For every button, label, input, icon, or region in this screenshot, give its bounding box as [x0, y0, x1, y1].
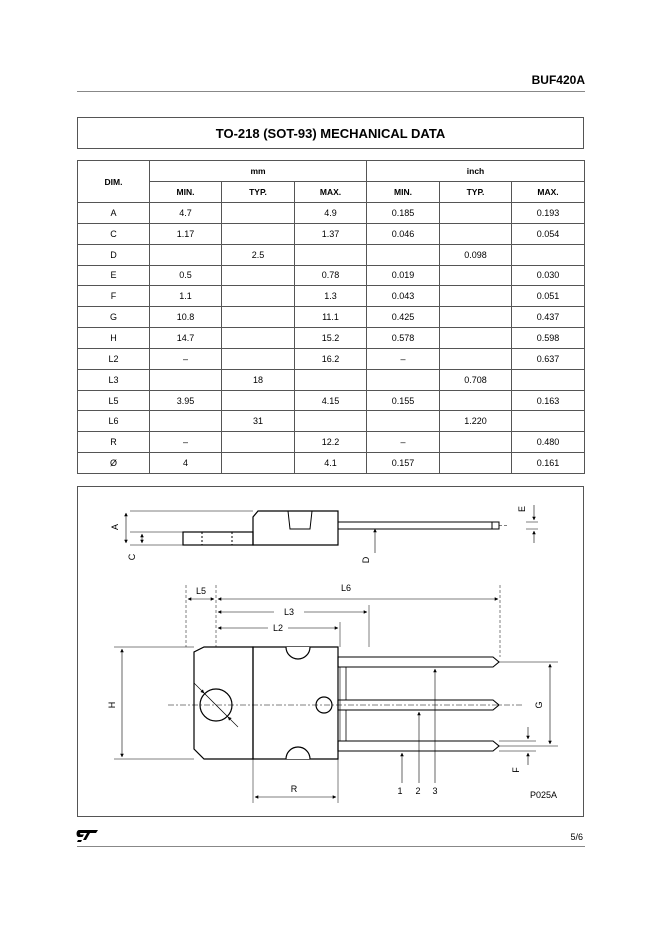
- value-cell: [440, 432, 512, 453]
- dimension-cell: L5: [78, 390, 150, 411]
- value-cell: [512, 244, 585, 265]
- value-cell: [222, 348, 295, 369]
- value-cell: [150, 369, 222, 390]
- label-e: E: [517, 505, 527, 513]
- value-cell: 0.043: [367, 286, 440, 307]
- value-cell: 1.17: [150, 223, 222, 244]
- value-cell: [222, 390, 295, 411]
- table-row: [78, 307, 585, 328]
- value-cell: 0.5: [150, 265, 222, 286]
- st-logo-icon: [76, 828, 100, 842]
- value-cell: [222, 432, 295, 453]
- value-cell: 1.3: [295, 286, 367, 307]
- value-cell: [150, 244, 222, 265]
- sub-header: MAX.: [295, 182, 367, 203]
- value-cell: 0.161: [512, 453, 585, 474]
- value-cell: [295, 411, 367, 432]
- dimension-cell: C: [78, 223, 150, 244]
- dim-header: DIM.: [78, 161, 150, 203]
- package-outline-drawing: [78, 487, 585, 818]
- label-pin-1: 1: [397, 786, 403, 796]
- mechanical-data-table: [77, 160, 585, 474]
- label-pin-2: 2: [415, 786, 421, 796]
- dimension-cell: F: [78, 286, 150, 307]
- drawing-reference: P025A: [530, 790, 558, 800]
- table-row: [78, 203, 585, 224]
- value-cell: 3.95: [150, 390, 222, 411]
- value-cell: 4.15: [295, 390, 367, 411]
- value-cell: –: [367, 432, 440, 453]
- value-cell: 1.1: [150, 286, 222, 307]
- value-cell: [222, 307, 295, 328]
- label-h: H: [107, 701, 117, 709]
- value-cell: [150, 411, 222, 432]
- value-cell: 11.1: [295, 307, 367, 328]
- value-cell: 4: [150, 453, 222, 474]
- sub-header: MAX.: [512, 182, 585, 203]
- dimension-cell: E: [78, 265, 150, 286]
- value-cell: –: [150, 348, 222, 369]
- side-view: [126, 505, 538, 553]
- value-cell: 0.155: [367, 390, 440, 411]
- value-cell: [440, 348, 512, 369]
- label-l5: L5: [195, 586, 207, 596]
- value-cell: 10.8: [150, 307, 222, 328]
- value-cell: [222, 265, 295, 286]
- value-cell: [367, 411, 440, 432]
- value-cell: [367, 244, 440, 265]
- table-row: [78, 328, 585, 349]
- table-row: [78, 265, 585, 286]
- value-cell: 0.098: [440, 244, 512, 265]
- label-l3: L3: [283, 607, 295, 617]
- table-body: [78, 203, 585, 474]
- dimension-cell: A: [78, 203, 150, 224]
- value-cell: 15.2: [295, 328, 367, 349]
- value-cell: [512, 411, 585, 432]
- value-cell: 18: [222, 369, 295, 390]
- value-cell: [440, 265, 512, 286]
- value-cell: [222, 286, 295, 307]
- value-cell: [295, 244, 367, 265]
- value-cell: [222, 203, 295, 224]
- page-number: 5/6: [570, 832, 583, 842]
- value-cell: [440, 328, 512, 349]
- value-cell: [440, 286, 512, 307]
- value-cell: 0.157: [367, 453, 440, 474]
- label-pin-3: 3: [432, 786, 438, 796]
- front-view: [168, 647, 523, 759]
- value-cell: 0.578: [367, 328, 440, 349]
- value-cell: [222, 328, 295, 349]
- table-row: [78, 244, 585, 265]
- inch-group-header: inch: [367, 161, 585, 182]
- value-cell: 31: [222, 411, 295, 432]
- dimension-cell: L3: [78, 369, 150, 390]
- value-cell: 0.046: [367, 223, 440, 244]
- label-r: R: [290, 784, 298, 794]
- section-title: TO-218 (SOT-93) MECHANICAL DATA: [77, 117, 584, 149]
- label-c: C: [127, 553, 137, 561]
- value-cell: [440, 453, 512, 474]
- value-cell: [440, 203, 512, 224]
- table-row: [78, 411, 585, 432]
- label-l2: L2: [272, 623, 284, 633]
- value-cell: 0.708: [440, 369, 512, 390]
- value-cell: 0.193: [512, 203, 585, 224]
- table-row: [78, 432, 585, 453]
- value-cell: 0.054: [512, 223, 585, 244]
- drawing-labels: [107, 506, 557, 800]
- value-cell: [440, 223, 512, 244]
- label-a: A: [110, 523, 120, 531]
- value-cell: 2.5: [222, 244, 295, 265]
- value-cell: [512, 369, 585, 390]
- dimension-cell: H: [78, 328, 150, 349]
- value-cell: [367, 369, 440, 390]
- value-cell: 4.9: [295, 203, 367, 224]
- value-cell: 0.163: [512, 390, 585, 411]
- value-cell: 0.598: [512, 328, 585, 349]
- sub-header: TYP.: [222, 182, 295, 203]
- label-f: F: [511, 767, 521, 773]
- value-cell: 0.437: [512, 307, 585, 328]
- value-cell: 0.051: [512, 286, 585, 307]
- dimension-cell: L2: [78, 348, 150, 369]
- value-cell: 14.7: [150, 328, 222, 349]
- value-cell: 0.425: [367, 307, 440, 328]
- table-row: [78, 453, 585, 474]
- value-cell: 0.030: [512, 265, 585, 286]
- table-row: [78, 286, 585, 307]
- dimension-cell: D: [78, 244, 150, 265]
- value-cell: 0.637: [512, 348, 585, 369]
- dimension-cell: G: [78, 307, 150, 328]
- table-row: [78, 369, 585, 390]
- table-row: [78, 348, 585, 369]
- label-d: D: [361, 556, 371, 564]
- mm-group-header: mm: [150, 161, 367, 182]
- label-g: G: [534, 701, 544, 709]
- value-cell: [440, 307, 512, 328]
- document-id: BUF420A: [531, 73, 585, 87]
- sub-header: TYP.: [440, 182, 512, 203]
- value-cell: [440, 390, 512, 411]
- table-row: [78, 223, 585, 244]
- value-cell: 12.2: [295, 432, 367, 453]
- value-cell: [222, 453, 295, 474]
- value-cell: 1.220: [440, 411, 512, 432]
- dimension-cell: L6: [78, 411, 150, 432]
- value-cell: [222, 223, 295, 244]
- dimension-cell: R: [78, 432, 150, 453]
- value-cell: [295, 369, 367, 390]
- sub-header: MIN.: [150, 182, 222, 203]
- dimension-cell: Ø: [78, 453, 150, 474]
- sub-header: MIN.: [367, 182, 440, 203]
- label-l6: L6: [340, 583, 352, 593]
- value-cell: 4.7: [150, 203, 222, 224]
- footer-rule: [77, 846, 585, 847]
- value-cell: 0.480: [512, 432, 585, 453]
- value-cell: 0.78: [295, 265, 367, 286]
- value-cell: 0.019: [367, 265, 440, 286]
- table-row: [78, 390, 585, 411]
- header-rule: [77, 91, 585, 92]
- value-cell: –: [150, 432, 222, 453]
- value-cell: 0.185: [367, 203, 440, 224]
- value-cell: –: [367, 348, 440, 369]
- mechanical-drawing: [77, 486, 584, 817]
- value-cell: 1.37: [295, 223, 367, 244]
- value-cell: 16.2: [295, 348, 367, 369]
- value-cell: 4.1: [295, 453, 367, 474]
- front-dimensions: [114, 585, 558, 803]
